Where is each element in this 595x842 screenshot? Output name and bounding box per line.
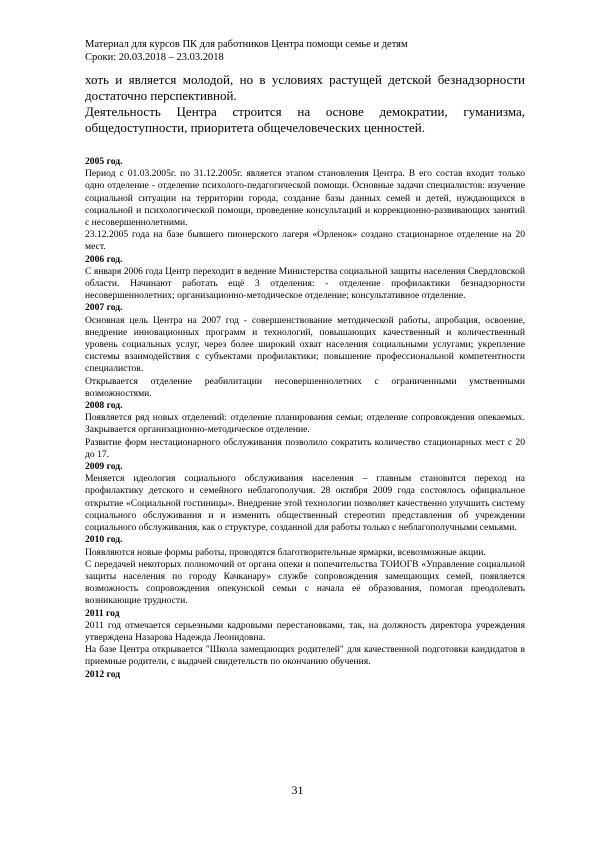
- section-paragraph: Развитие форм нестационарного обслуживания позволило сократить количество стационарных мест с 20 до 17.: [85, 436, 525, 460]
- section-year-heading: 2005 год.: [85, 156, 123, 167]
- section-year-heading: 2009 год.: [85, 461, 123, 473]
- intro-text: [85, 72, 525, 136]
- header-course-title: Материал для курсов ПК для работников Центра помощи семье и детям: [85, 39, 408, 50]
- section-paragraph: Период с 01.03.2005г. по 31.12.2005г. является этапом становления Центра. В его состав входит только одно отделение - отделение психолого-педагогической помощи. Основные задачи специалистов: изучение социальной ситуации на территории города, создание базы данных семей и детей, нуждающихся в социальной и психологической помощи, проведение консультаций и коррекционно-развивающих занятий с несовершеннолетними.: [85, 168, 525, 229]
- header-dates: Сроки: 20.03.2018 – 23.03.2018: [85, 51, 224, 63]
- page-header: [85, 39, 525, 64]
- section-paragraph: На базе Центра открывается "Школа замещающих родителей" для качественной подготовки кандидатов в приемные родители, с выдачей свидетельств по окончанию обучения.: [85, 644, 525, 668]
- section-year-heading: 2007 год.: [85, 302, 123, 314]
- section-year-heading: 2010 год.: [85, 534, 123, 546]
- section-paragraph: Меняется идеология социального обслуживания населения – главным становится переход на профилактику детского и семейного неблагополучия. 28 октября 2009 года состоялось официальное открытие «Социальной гостиницы». Внедрение этой технологии позволяет качественно улучшить систему социального обслуживания и и изменить общественный стереотип представления об учреждении социального обслуживания, как о структуре, созданной для работы только с неблагополучными семьями.: [85, 473, 525, 534]
- section-year-heading: 2012 год: [85, 668, 121, 680]
- section-year-heading: 2008 год.: [85, 400, 123, 412]
- section-year-heading: 2011 год: [85, 607, 120, 619]
- page-number: 31: [291, 783, 304, 797]
- section-paragraph: 23.12.2005 года на базе бывшего пионерского лагеря «Орленок» создано стационарное отделение на 20 мест.: [85, 229, 525, 253]
- history-sections: [85, 156, 525, 681]
- section-paragraph: С января 2006 года Центр переходит в ведение Министерства социальной защиты населения Свердловской области. Начинают работать ещё 3 отделения: - отделение профилактики безнадзорности несовершеннолетних; организационно-методическое отделение; консультативное отделение.: [85, 265, 525, 302]
- section-paragraph: С передачей некоторых полномочий от органа опеки и попечительства ТОИОГВ «Управление социальной защиты населения по городу Качканару» службе сопровождения замещающих семей, появляется возможность сопровождения опекунской семьи с начала её образования, помогая преодолевать возникающие трудности.: [85, 558, 525, 607]
- section-year-heading: 2006 год.: [85, 253, 123, 265]
- section-paragraph: 2011 год отмечается серьезными кадровыми перестановками, так, на должность директора учреждения утверждена Назарова Надежда Леонидовна.: [85, 619, 525, 643]
- section-paragraph: Основная цель Центра на 2007 год - совершенствование методической работы, апробация, освоение, внедрение инновационных программ и технологий, повышающих качественный и количественный уровень социальных услуг, через более широкий охват населения социальными услугами; укрепление системы взаимодействия с субъектами профилактики; повышение профессиональной компетентности специалистов.: [85, 314, 525, 375]
- intro-paragraph: хоть и является молодой, но в условиях растущей детской безнадзорности достаточно перспективной.: [85, 72, 525, 103]
- intro-paragraph: Деятельность Центра строится на основе демократии, гуманизма, общедоступности, приоритета общечеловеческих ценностей.: [85, 104, 525, 135]
- section-paragraph: Открывается отделение реабилитации несовершеннолетних с ограниченными умственными возможностями.: [85, 375, 525, 399]
- section-paragraph: Появляется ряд новых отделений: отделение планирования семьи; отделение сопровождения опекаемых. Закрывается организационно-методическое отделение.: [85, 412, 525, 436]
- section-paragraph: Появляются новые формы работы, проводятся благотворительные ярмарки, всевозможные акции.: [85, 546, 486, 558]
